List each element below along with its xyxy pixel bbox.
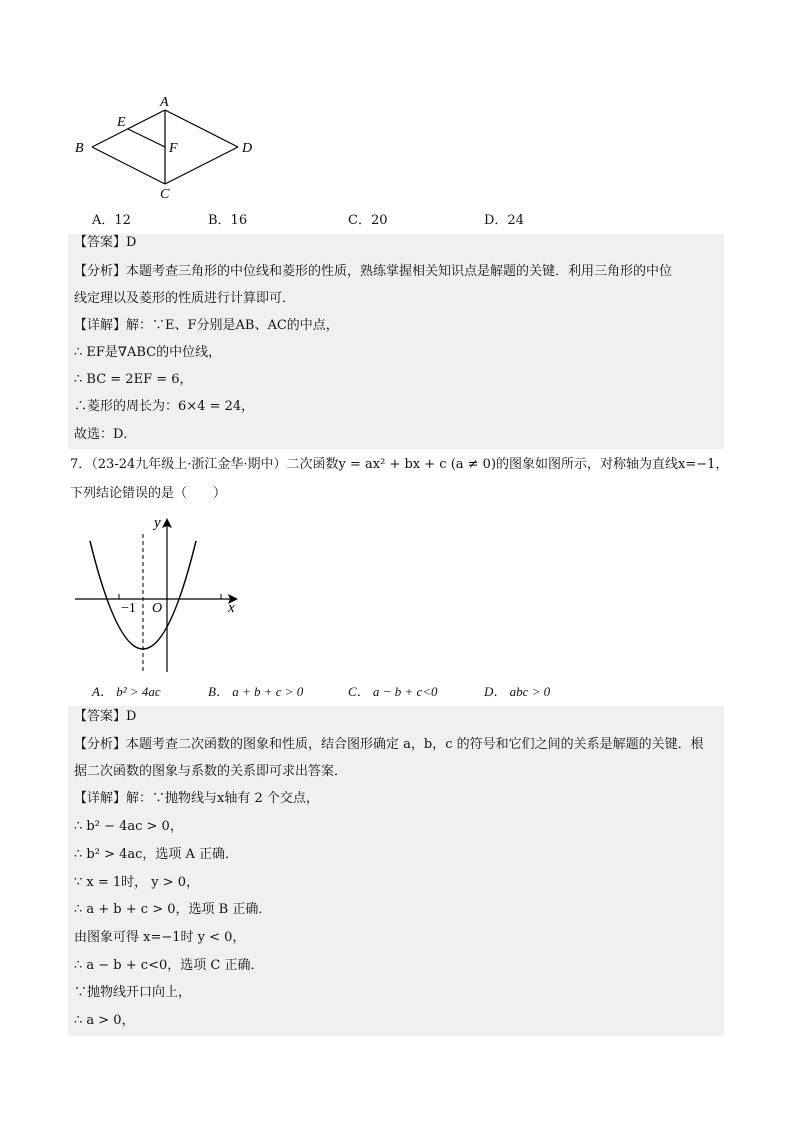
q7-detail-line-4: ∵ x = 1时， y > 0， <box>74 875 200 890</box>
q6-detail-line-4: ∴菱形的周长为：6×4 = 24， <box>74 399 255 414</box>
q6-analysis-line-2: 线定理以及菱形的性质进行计算即可． <box>74 291 296 306</box>
q6-answer: 【答案】D <box>74 235 137 250</box>
q6-detail-line-2: ∴ EF是∇ABC的中位线， <box>74 345 222 360</box>
graph-origin-label: O <box>152 601 163 616</box>
graph-x-label: x <box>228 600 235 616</box>
q7-option-b: B． a + b + c > 0 <box>208 684 304 699</box>
graph-y-label: y <box>154 515 161 531</box>
q6-option-d: D．24 <box>484 213 524 228</box>
label-E: E <box>117 115 126 130</box>
q7-detail-line-3: ∴ b² > 4ac，选项 A 正确． <box>74 847 239 862</box>
q6-option-c: C．20 <box>348 213 388 228</box>
q7-option-c: C． a − b + c<0 <box>348 684 438 699</box>
q7-stem-line-1: 7．（23-24九年级上·浙江金华·期中）二次函数y = ax² + bx + c (a ≠ 0)的图象如图所示，对称轴为直线x=−1， <box>70 457 729 472</box>
q7-analysis-line-2: 据二次函数的图象与系数的关系即可求出答案． <box>74 764 348 779</box>
q7-detail-line-9: ∴ a > 0， <box>74 1013 135 1028</box>
q7-detail-line-2: ∴ b² − 4ac > 0， <box>74 819 183 834</box>
q7-detail-line-1: 【详解】解：∵抛物线与x轴有 2 个交点， <box>74 791 319 806</box>
q7-option-a: A． b² > 4ac <box>92 684 161 699</box>
q7-detail-line-6: 由图象可得 x=−1时 y < 0， <box>74 930 246 945</box>
q7-option-d: D． abc > 0 <box>484 684 551 699</box>
q7-detail-line-5: ∴ a + b + c > 0，选项 B 正确． <box>74 902 272 917</box>
q7-stem-line-2: 下列结论错误的是（ ） <box>70 486 227 501</box>
q6-option-b: B．16 <box>208 213 248 228</box>
q7-detail-line-7: ∴ a − b + c<0，选项 C 正确． <box>74 958 264 973</box>
label-D: D <box>242 141 253 156</box>
q7-answer: 【答案】D <box>74 709 137 724</box>
label-A: A <box>160 95 169 110</box>
label-B: B <box>75 141 84 156</box>
q6-detail-line-1: 【详解】解：∵E、F分别是AB、AC的中点， <box>74 318 339 333</box>
q6-option-a: A．12 <box>92 213 131 228</box>
label-C: C <box>160 187 170 202</box>
graph-neg-one-label: −1 <box>121 601 136 616</box>
q6-detail-line-5: 故选：D． <box>74 427 137 442</box>
q6-detail-line-3: ∴ BC = 2EF = 6， <box>74 372 193 387</box>
parabola-graph <box>70 512 250 677</box>
label-F: F <box>169 141 178 156</box>
q7-analysis-line-1: 【分析】本题考查二次函数的图象和性质，结合图形确定 a，b，c 的符号和它们之间的关系是解题的关键．根 <box>74 737 704 752</box>
rhombus-figure <box>70 90 270 205</box>
q6-analysis-line-1: 【分析】本题考查三角形的中位线和菱形的性质，熟练掌握相关知识点是解题的关键．利用三角形的中位 <box>74 264 673 279</box>
q7-detail-line-8: ∵抛物线开口向上， <box>74 985 192 1000</box>
